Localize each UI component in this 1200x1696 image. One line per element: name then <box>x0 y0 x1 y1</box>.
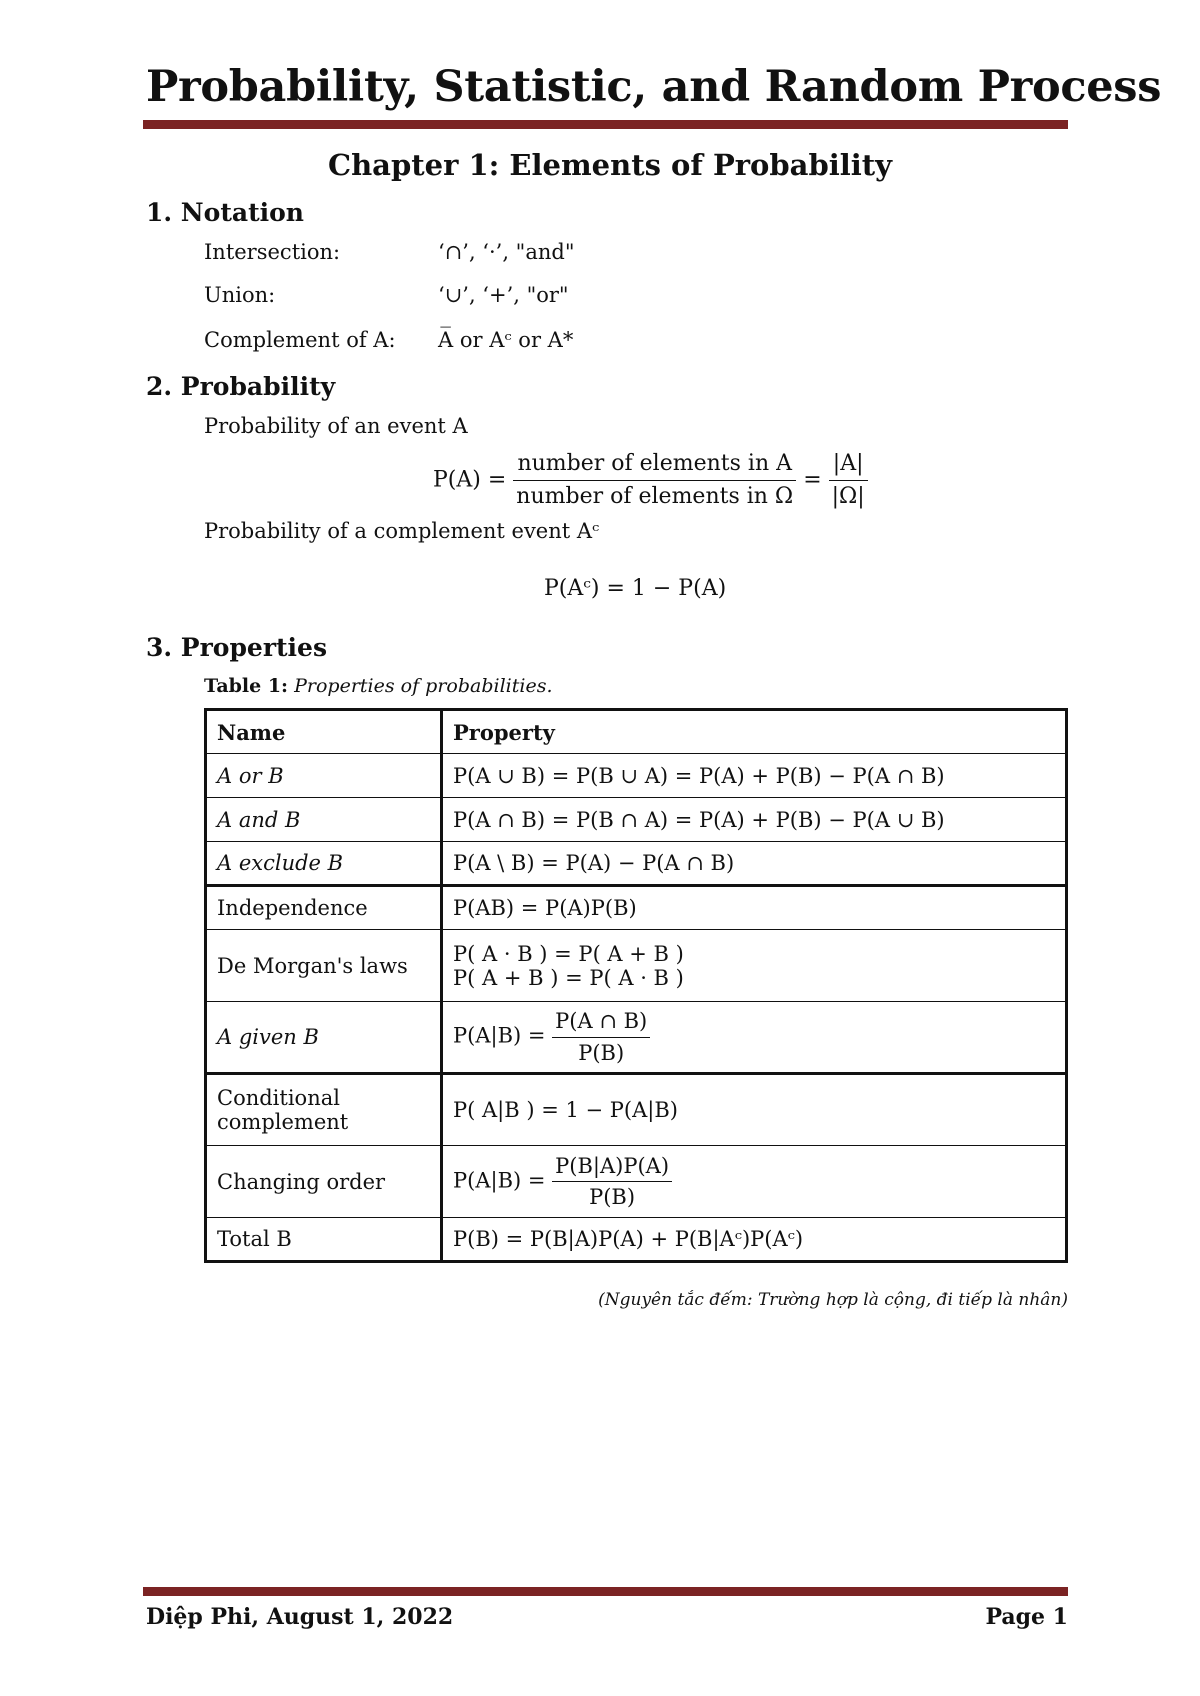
footer-author-date: Diệp Phi, August 1, 2022 <box>146 1604 454 1630</box>
properties-table <box>204 708 1068 1263</box>
formula-denominator: number of elements in Ω <box>516 483 794 509</box>
union-value: ‘∪’, ‘+’, "or" <box>438 283 569 307</box>
row-name: Total B <box>206 1218 442 1262</box>
footer-rule <box>143 1587 1068 1596</box>
table-row <box>206 842 1067 886</box>
formula-numerator: number of elements in A <box>513 448 796 481</box>
footer-page-number: Page 1 <box>985 1604 1068 1630</box>
complement-formula: P(Aᶜ) = 1 − P(A) <box>544 576 727 601</box>
table-row <box>206 930 1067 1002</box>
formula-lhs: P(A) = <box>433 467 507 493</box>
chapter-heading: Chapter 1: Elements of Probability <box>327 148 893 182</box>
row-name: A and B <box>206 798 442 842</box>
formula-equals: = <box>803 467 822 493</box>
row-property: P(A ∪ B) = P(B ∪ A) = P(A) + P(B) − P(A ∩ B) <box>442 754 1067 798</box>
row-name: Independence <box>206 886 442 930</box>
row-property: P(A \ B) = P(A) − P(A ∩ B) <box>442 842 1067 886</box>
row-property: P(B) = P(B|A)P(A) + P(B|Aᶜ)P(Aᶜ) <box>442 1218 1067 1262</box>
row-property: P(A ∩ B) = P(B ∩ A) = P(A) + P(B) − P(A ∪ B) <box>442 798 1067 842</box>
notation-heading: 1. Notation <box>146 198 304 227</box>
row-name: De Morgan's laws <box>206 930 442 1002</box>
row-property <box>442 930 1067 1002</box>
table-row <box>206 1146 1067 1218</box>
intersection-label: Intersection: <box>204 240 341 264</box>
row-property <box>442 1002 1067 1074</box>
row-name: A or B <box>206 754 442 798</box>
table-row <box>206 798 1067 842</box>
formula-fraction-cardinality <box>829 448 868 513</box>
row-name: Changing order <box>206 1146 442 1218</box>
table-row <box>206 1218 1067 1262</box>
probability-heading: 2. Probability <box>146 372 336 401</box>
row-name: A given B <box>206 1002 442 1074</box>
formula-denominator-cardinality: |Ω| <box>831 483 865 509</box>
conditional-denominator: P(B) <box>578 1040 625 1065</box>
table-row <box>206 1002 1067 1074</box>
union-label: Union: <box>204 283 276 307</box>
probability-formula <box>433 448 868 513</box>
properties-heading: 3. Properties <box>146 633 328 662</box>
table-row <box>206 754 1067 798</box>
bayes-numerator: P(B|A)P(A) <box>552 1151 672 1182</box>
row-property: P(AB) = P(A)P(B) <box>442 886 1067 930</box>
event-probability-text: Probability of an event A <box>204 414 468 438</box>
row-property: P( A|B ) = 1 − P(A|B) <box>442 1074 1067 1146</box>
de-morgan-line-1: P( A · B ) = P( A + B ) <box>453 941 684 966</box>
title-rule <box>143 120 1068 129</box>
de-morgan-line-2: P( A + B ) = P( A · B ) <box>453 965 684 990</box>
table-caption <box>204 675 553 697</box>
conditional-fraction <box>552 1006 650 1068</box>
table-row <box>206 1074 1067 1146</box>
table-caption-text: Properties of probabilities. <box>294 675 553 697</box>
formula-fraction <box>513 448 796 513</box>
header-name: Name <box>206 710 442 754</box>
header-property: Property <box>442 710 1067 754</box>
conditional-numerator: P(A ∩ B) <box>552 1006 650 1037</box>
row-property <box>442 1146 1067 1218</box>
formula-numerator-cardinality: |A| <box>829 448 868 481</box>
intersection-value: ‘∩’, ‘·’, "and" <box>438 240 575 264</box>
row-name: Conditional complement <box>206 1074 442 1146</box>
bayes-fraction <box>552 1151 672 1213</box>
counting-note: (Nguyên tắc đếm: Trường hợp là cộng, đi tiếp là nhân) <box>598 1290 1068 1310</box>
row-name: A exclude B <box>206 842 442 886</box>
page-title: Probability, Statistic, and Random Process <box>146 62 1162 112</box>
conditional-lhs: P(A|B) = <box>453 1023 546 1048</box>
bayes-denominator: P(B) <box>589 1185 636 1209</box>
complement-probability-text: Probability of a complement event Aᶜ <box>204 519 600 543</box>
table-caption-label: Table 1: <box>204 675 289 697</box>
table-header-row <box>206 710 1067 754</box>
complement-value: A̅ or Aᶜ or A* <box>438 328 574 352</box>
bayes-lhs: P(A|B) = <box>453 1168 546 1192</box>
table-row <box>206 886 1067 930</box>
complement-label: Complement of A: <box>204 328 396 352</box>
